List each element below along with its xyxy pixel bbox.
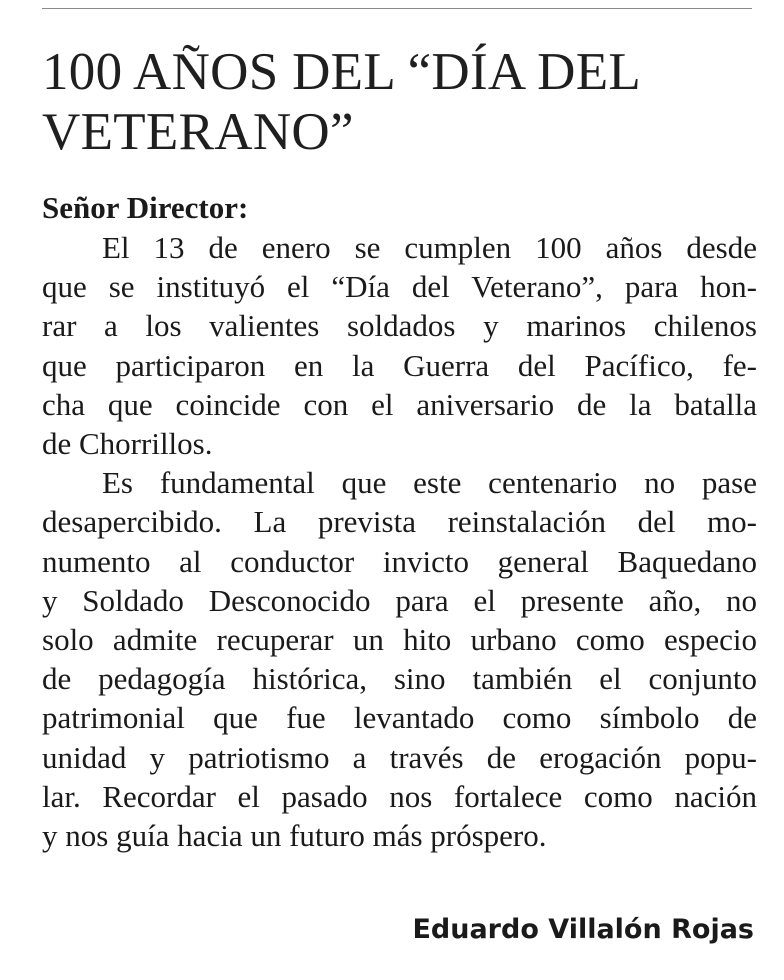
article-title: [42, 42, 762, 162]
body-line: y Soldado Desconocido para el presente año, no: [42, 582, 757, 618]
article-title-line: 100 AÑOS DEL “DÍA DEL: [42, 43, 642, 101]
body-line: lar. Recordar el pasado nos fortalece como nación: [42, 778, 757, 814]
body-line: solo admite recuperar un hito urbano como especio: [42, 622, 757, 658]
body-line: desapercibido. La prevista reinstalación del mo-: [42, 504, 757, 540]
body-line: de Chorrillos.: [42, 426, 213, 462]
top-divider-rule: [42, 8, 752, 9]
letter-body: [42, 228, 757, 855]
body-line: numento al conductor invicto general Baquedano: [42, 543, 757, 579]
body-line: de pedagogía histórica, sino también el conjunto: [42, 661, 757, 697]
letter-salutation: Señor Director:: [42, 190, 249, 225]
body-line: que participaron en la Guerra del Pacífico, fe-: [42, 347, 757, 383]
body-line: que se instituyó el “Día del Veterano”, para hon-: [42, 269, 757, 305]
body-line: y nos guía hacia un futuro más próspero.: [42, 818, 547, 854]
body-line: El 13 de enero se cumplen 100 años desde: [102, 230, 757, 265]
body-line: Es fundamental que este centenario no pase: [102, 465, 757, 501]
body-line: unidad y patriotismo a través de erogación popu-: [42, 739, 757, 775]
body-line: cha que coincide con el aniversario de la batalla: [42, 386, 757, 422]
body-line: rar a los valientes soldados y marinos chilenos: [42, 308, 757, 344]
author-signature: Eduardo Villalón Rojas: [412, 914, 754, 945]
body-line: patrimonial que fue levantado como símbolo de: [42, 700, 757, 736]
article-title-line: VETERANO”: [42, 103, 354, 161]
